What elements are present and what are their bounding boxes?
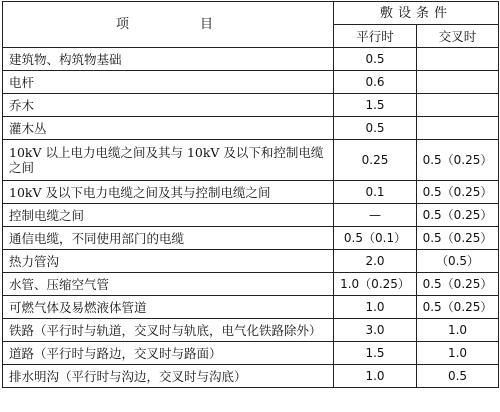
table-row xyxy=(3,365,499,388)
crossing-column-header: 交叉时 xyxy=(417,25,499,48)
parallel-cell: 1.0 xyxy=(334,365,417,388)
crossing-cell: 0.5（0.25） xyxy=(417,204,499,227)
crossing-cell: 0.5（0.25） xyxy=(417,296,499,319)
table-row xyxy=(3,48,499,71)
crossing-cell xyxy=(417,117,499,140)
crossing-cell: 0.5（0.25） xyxy=(417,273,499,296)
table-row xyxy=(3,342,499,365)
item-cell: 建筑物、构筑物基础 xyxy=(3,48,334,71)
item-cell: 10kV 及以下电力电缆之间及其与控制电缆之间 xyxy=(3,181,334,204)
crossing-cell: 1.0 xyxy=(417,319,499,342)
parallel-cell: 0.5 xyxy=(334,48,417,71)
table-row xyxy=(3,250,499,273)
table-row xyxy=(3,71,499,94)
parallel-column-header: 平行时 xyxy=(334,25,417,48)
table-row xyxy=(3,296,499,319)
item-cell: 灌木丛 xyxy=(3,117,334,140)
item-column-header xyxy=(3,2,334,48)
crossing-cell: 1.0 xyxy=(417,342,499,365)
item-header-part2: 目 xyxy=(200,17,221,32)
item-cell: 控制电缆之间 xyxy=(3,204,334,227)
item-header-part1: 项 xyxy=(115,17,136,32)
crossing-cell: （0.5） xyxy=(417,250,499,273)
table-row xyxy=(3,181,499,204)
parallel-cell: 1.5 xyxy=(334,342,417,365)
cable-clearance-table xyxy=(2,1,499,388)
item-cell: 水管、压缩空气管 xyxy=(3,273,334,296)
table-row xyxy=(3,273,499,296)
crossing-cell: 0.5（0.25） xyxy=(417,140,499,181)
table-row xyxy=(3,117,499,140)
parallel-cell: 0.6 xyxy=(334,71,417,94)
parallel-cell: 0.25 xyxy=(334,140,417,181)
table-row xyxy=(3,140,499,181)
crossing-cell xyxy=(417,94,499,117)
item-cell: 排水明沟（平行时与沟边，交叉时与沟底） xyxy=(3,365,334,388)
crossing-cell: 0.5（0.25） xyxy=(417,227,499,250)
parallel-cell: — xyxy=(334,204,417,227)
item-cell: 热力管沟 xyxy=(3,250,334,273)
item-cell: 电杆 xyxy=(3,71,334,94)
parallel-cell: 1.0 xyxy=(334,296,417,319)
item-cell: 道路（平行时与路边，交叉时与路面） xyxy=(3,342,334,365)
item-cell: 乔木 xyxy=(3,94,334,117)
item-cell: 10kV 以上电力电缆之间及其与 10kV 及以下和控制电缆之间 xyxy=(3,140,334,181)
crossing-cell xyxy=(417,71,499,94)
parallel-cell: 0.5（0.1） xyxy=(334,227,417,250)
item-cell: 可燃气体及易燃液体管道 xyxy=(3,296,334,319)
conditions-group-header: 敷设条件 xyxy=(334,2,499,25)
crossing-cell: 0.5（0.25） xyxy=(417,181,499,204)
parallel-cell: 2.0 xyxy=(334,250,417,273)
table-row xyxy=(3,94,499,117)
crossing-cell: 0.5 xyxy=(417,365,499,388)
parallel-cell: 0.5 xyxy=(334,117,417,140)
table-row xyxy=(3,227,499,250)
item-cell: 铁路（平行时与轨道，交叉时与轨底，电气化铁路除外） xyxy=(3,319,334,342)
parallel-cell: 3.0 xyxy=(334,319,417,342)
table-row xyxy=(3,204,499,227)
parallel-cell: 1.5 xyxy=(334,94,417,117)
crossing-cell xyxy=(417,48,499,71)
item-cell: 通信电缆，不同使用部门的电缆 xyxy=(3,227,334,250)
parallel-cell: 0.1 xyxy=(334,181,417,204)
table-row xyxy=(3,319,499,342)
parallel-cell: 1.0（0.25） xyxy=(334,273,417,296)
